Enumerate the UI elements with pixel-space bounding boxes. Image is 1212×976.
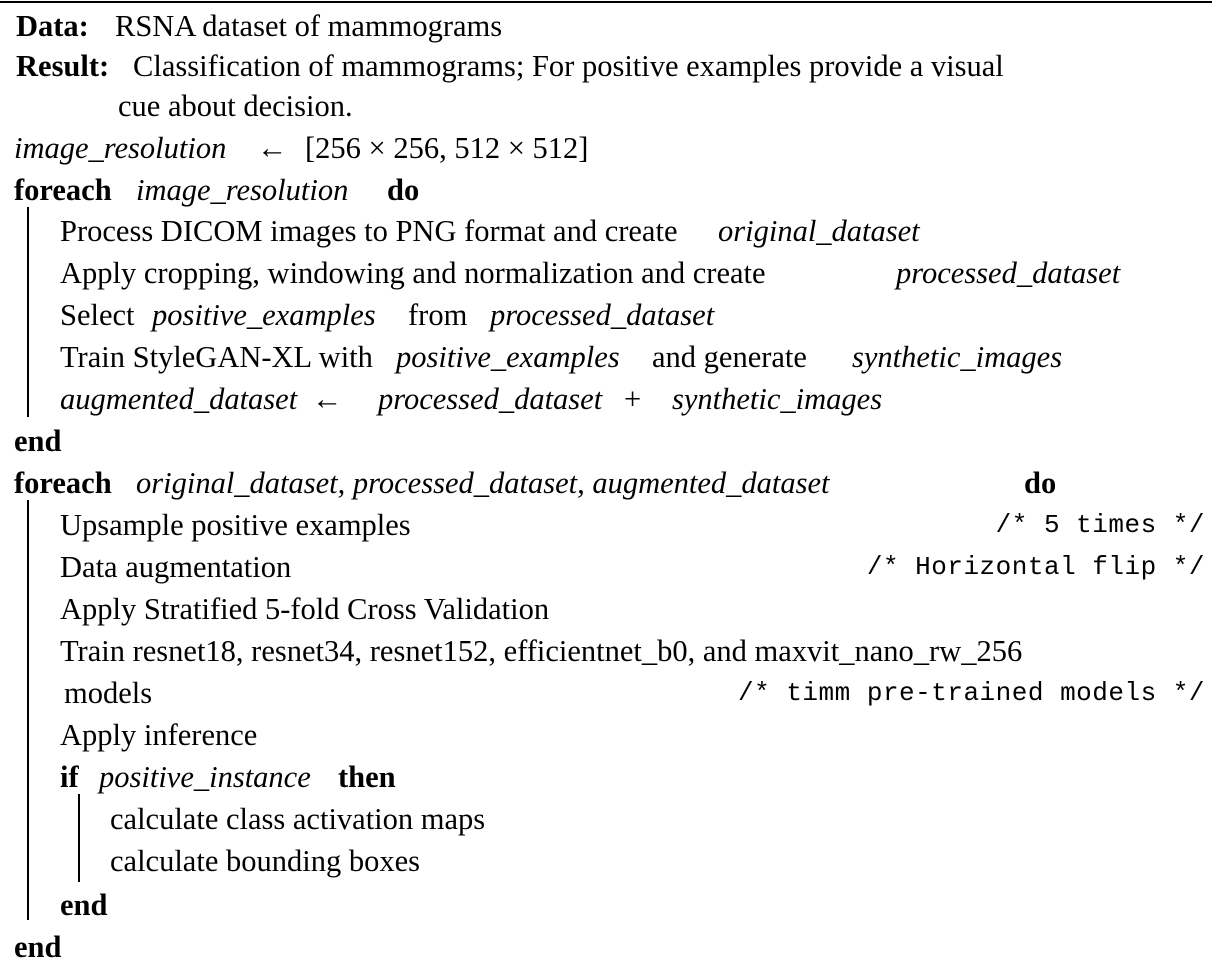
upsample-positives-comment: /* 5 times */: [995, 510, 1205, 540]
result-line-continuation: [0, 84, 1212, 128]
data-augmentation-text: Data augmentation: [60, 550, 292, 584]
augmented-assign-lhs: augmented_dataset: [60, 382, 298, 416]
stratified-cv-text: Apply Stratified 5-fold Cross Validation: [60, 592, 550, 626]
select-positives-var-2: processed_dataset: [490, 298, 715, 332]
loop2-body-line-4: [0, 629, 1212, 673]
select-positives-text-2: from: [408, 298, 468, 332]
loop1-body-line-1: [0, 209, 1212, 253]
process-dicom-var: original_dataset: [718, 214, 920, 248]
result-value-line-2: cue about decision.: [118, 89, 353, 123]
loop1-iterable: image_resolution: [136, 173, 349, 207]
loop1-end-keyword: end: [14, 424, 62, 458]
loop1-body-line-2: [0, 251, 1212, 295]
if-end-keyword: end: [60, 888, 108, 922]
upsample-positives-text: Upsample positive examples: [60, 508, 411, 542]
image-resolution-lhs: image_resolution: [14, 131, 227, 165]
loop2-do-keyword: do: [1024, 466, 1057, 500]
train-stylegan-var-1: positive_examples: [396, 340, 620, 374]
result-line: [0, 44, 1212, 88]
train-models-continuation-text: models: [64, 676, 153, 710]
loop2-end-line: [0, 925, 1212, 969]
data-line: [0, 4, 1212, 48]
loop2-foreach-keyword: foreach: [14, 466, 112, 500]
select-positives-var-1: positive_examples: [152, 298, 376, 332]
loop1-body-line-4: [0, 335, 1212, 379]
top-horizontal-rule: [0, 1, 1212, 3]
if-end-line: [0, 883, 1212, 927]
augmented-assign-rhs-1: processed_dataset: [378, 382, 603, 416]
loop2-iterable: original_dataset, processed_dataset, augmented_dataset: [136, 466, 830, 500]
train-stylegan-text-2: and generate: [652, 340, 807, 374]
train-stylegan-var-2: synthetic_images: [852, 340, 1063, 374]
loop1-end-line: [0, 419, 1212, 463]
then-keyword: then: [338, 760, 396, 794]
loop2-foreach-line: [0, 461, 1212, 505]
loop2-body-line-4-continuation: [0, 671, 1212, 715]
if-keyword: if: [60, 760, 79, 794]
loop2-body-line-1: [0, 503, 1212, 547]
if-body-line-2: [0, 839, 1212, 883]
bounding-boxes-text: calculate bounding boxes: [110, 844, 420, 878]
train-models-text: Train resnet18, resnet34, resnet152, efficientnet_b0, and maxvit_nano_rw_256: [60, 634, 1023, 668]
class-activation-maps-text: calculate class activation maps: [110, 802, 486, 836]
augmented-assign-arrow-icon: ←: [312, 382, 343, 416]
loop2-body-line-5: [0, 713, 1212, 757]
data-label: Data:: [16, 9, 89, 43]
loop1-body-line-5: [0, 377, 1212, 421]
loop2-end-keyword: end: [14, 930, 62, 964]
if-line: [0, 755, 1212, 799]
augmented-assign-rhs-2: synthetic_images: [672, 382, 883, 416]
train-stylegan-text-1: Train StyleGAN-XL with: [60, 340, 373, 374]
result-value-line-1: Classification of mammograms; For positive examples provide a visual: [133, 49, 1004, 83]
image-resolution-assignment: [0, 126, 1212, 170]
loop1-do-keyword: do: [387, 173, 420, 207]
if-condition: positive_instance: [99, 760, 311, 794]
data-value: RSNA dataset of mammograms: [115, 9, 503, 43]
loop2-body-line-3: [0, 587, 1212, 631]
loop1-foreach-line: [0, 168, 1212, 212]
loop2-body-line-2: [0, 545, 1212, 589]
loop1-foreach-keyword: foreach: [14, 173, 112, 207]
apply-inference-text: Apply inference: [60, 718, 258, 752]
loop1-body-line-3: [0, 293, 1212, 337]
augmented-assign-plus-icon: +: [622, 382, 643, 416]
train-models-comment: /* timm pre-trained models */: [738, 678, 1205, 708]
data-augmentation-comment: /* Horizontal flip */: [866, 552, 1205, 582]
if-body-line-1: [0, 797, 1212, 841]
image-resolution-rhs: [256 × 256, 512 × 512]: [305, 131, 589, 165]
result-label: Result:: [16, 49, 110, 83]
select-positives-text-1: Select: [60, 298, 135, 332]
assignment-arrow-icon: ←: [257, 131, 288, 165]
process-dicom-text: Process DICOM images to PNG format and create: [60, 214, 678, 248]
apply-preprocessing-text: Apply cropping, windowing and normalization and create: [60, 256, 766, 290]
apply-preprocessing-var: processed_dataset: [896, 256, 1121, 290]
